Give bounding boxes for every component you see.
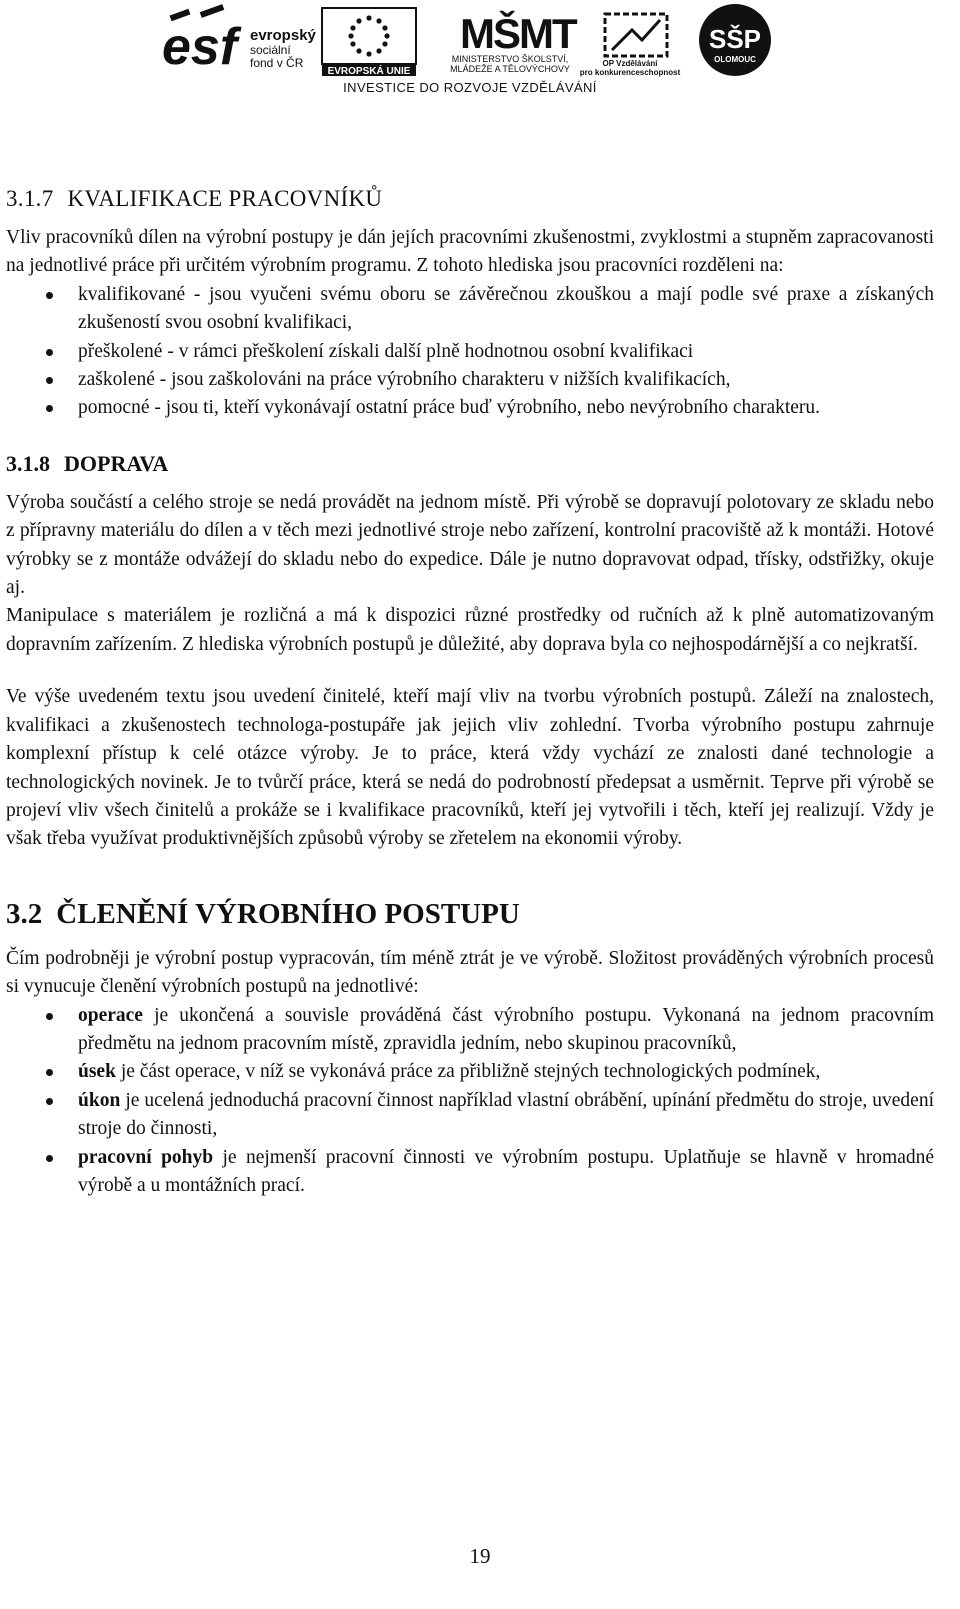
term: úkon (78, 1089, 121, 1111)
list-item (78, 1087, 934, 1144)
msmt-line-2: MLÁDEŽE A TĚLOVÝCHOVY (450, 64, 570, 74)
division-list (6, 1002, 934, 1201)
op-logo (580, 14, 681, 77)
ssp-logo (699, 4, 771, 76)
paragraph-qualification-intro: Vliv pracovníků dílen na výrobní postupy je dán jejích pracovními zkušenostmi, zvyklostmi a stupněm zapracovanosti na jednotlivé práce při určitém výrobním programu. Z tohoto hlediska jsou pracovníci rozděleni na: (6, 227, 934, 277)
op-line-2: pro konkurenceschopnost (579, 68, 681, 77)
definition: je část operace, v níž se vykonává práce za přibližně stejných technologických podmínek, (115, 1061, 821, 1083)
paragraph-transport-2: Manipulace s materiálem je rozličná a má k dispozici různé prostředky od ručních až k plně automatizovaným dopravním zařízením. Z hlediska výrobních postupů je důležité, aby doprava byla co nejhospodárnější a co nejkratší. (6, 605, 934, 655)
heading-number: 3.2 (6, 897, 43, 930)
list-item (78, 1058, 934, 1086)
document-body (6, 186, 934, 1200)
esf-line-2: sociální (250, 43, 291, 57)
definition: je ucelená jednoduchá pracovní činnost například vlastní obrábění, upínání předmětu do stroje, uvedení stroje do činnosti, (78, 1089, 934, 1140)
list-item: pomocné - jsou ti, kteří vykonávají ostatní práce buď výrobního, nebo nevýrobního charakteru. (78, 394, 934, 422)
list-item (78, 1002, 934, 1059)
eu-logo (322, 8, 416, 77)
list-item: zaškolené - jsou zaškolováni na práce výrobního charakteru v nižších kvalifikacích, (78, 366, 934, 394)
definition: je ukončená a souvisle prováděná část výrobního postupu. Vykonaná na jednom pracovním předmětu na jednom pracovním místě, zpravidla jedním, nebo skupinou pracovníků, (78, 1004, 934, 1054)
list-item (78, 1144, 934, 1201)
msmt-line-1: MINISTERSTVO ŠKOLSTVÍ, (451, 54, 569, 64)
term: operace (78, 1004, 143, 1026)
heading-number: 3.1.8 (6, 450, 50, 476)
esf-line-3: fond v ČR (250, 56, 304, 70)
svg-text:MŠMT: MŠMT (460, 10, 576, 57)
heading-title: ČLENĚNÍ VÝROBNÍHO POSTUPU (56, 897, 520, 930)
list-item: přeškolené - v rámci přeškolení získali další plně hodnotnou osobní kvalifikaci (78, 338, 934, 366)
heading-3-1-8 (6, 451, 934, 477)
header-logo-bar (160, 4, 780, 96)
definition: je nejmenší pracovní činnosti ve výrobním postupu. Uplatňuje se hlavně v hromadné výrobě a u montážních prací. (78, 1146, 935, 1196)
paragraph-division-intro: Čím podrobněji je výrobní postup vypracován, tím méně ztrát je ve výrobě. Složitost prováděných výrobních procesů si vynucuje členění výrobních postupů na jednotlivé: (6, 947, 934, 998)
paragraph-summary: Ve výše uvedeném textu jsou uvedení činitelé, kteří mají vliv na tvorbu výrobních postupů. Záleží na znalostech, kvalifikaci a zkušenostech technologa-postupáře jak jejich vliv zohlední. Tvorba výrobního postupu zahrnuje komplexní přístup k celé otázce výroby. Je to práce, která vždy vychází ze znalosti dané technologie a technologických novinek. Je to tvůrčí práce, která se nedá do podrobností předepsat a usměrnit. Teprve při výrobě se projeví vliv všech činitelů a prokáže se i kvalifikace pracovníků, kteří jej vytvořili i těch, kteří jej realizují. Vždy je však třeba využívat produktivnějších způsobů výroby se zřetelem na ekonomii výroby. (6, 686, 934, 850)
heading-number: 3.1.7 (6, 186, 54, 211)
ssp-sublabel: OLOMOUC (714, 55, 756, 64)
list-item: kvalifikované - jsou vyučeni svému oboru se závěrečnou zkouškou a mají podle své praxe a získaných zkušeností svou osobní kvalifikaci, (78, 281, 934, 338)
page-number: 19 (469, 1544, 491, 1568)
qualification-list (6, 281, 934, 423)
logo-strip (160, 4, 780, 96)
heading-title: KVALIFIKACE PRACOVNÍKŮ (67, 186, 383, 211)
esf-logo (162, 4, 317, 76)
term: úsek (78, 1061, 116, 1083)
heading-3-1-7 (6, 186, 934, 212)
op-line-1: OP Vzdělávání (602, 59, 658, 68)
heading-title: DOPRAVA (64, 450, 169, 476)
msmt-logo (450, 9, 578, 74)
slogan: INVESTICE DO ROZVOJE VZDĚLÁVÁNÍ (343, 80, 597, 95)
eu-label: EVROPSKÁ UNIE (327, 66, 411, 77)
ssp-label: SŠP (708, 24, 762, 54)
term: pracovní pohyb (78, 1146, 214, 1168)
op-arrow-icon (612, 20, 660, 50)
svg-text:esf: esf (162, 18, 238, 76)
paragraph-transport-1: Výroba součástí a celého stroje se nedá provádět na jednom místě. Při výrobě se dopravují polotovary ze skladu nebo z přípravny materiálu do dílen a v těch mezi jednotlivé stroje nebo zařízení, kontrolní pracoviště až k montáži. Hotové výrobky se z montáže odvážejí do skladu nebo do expedice. Dále je nutno dopravovat odpad, třísky, odstřižky, okuje aj. (6, 491, 934, 599)
esf-line-1: evropský (250, 27, 316, 44)
heading-3-2 (6, 898, 934, 931)
